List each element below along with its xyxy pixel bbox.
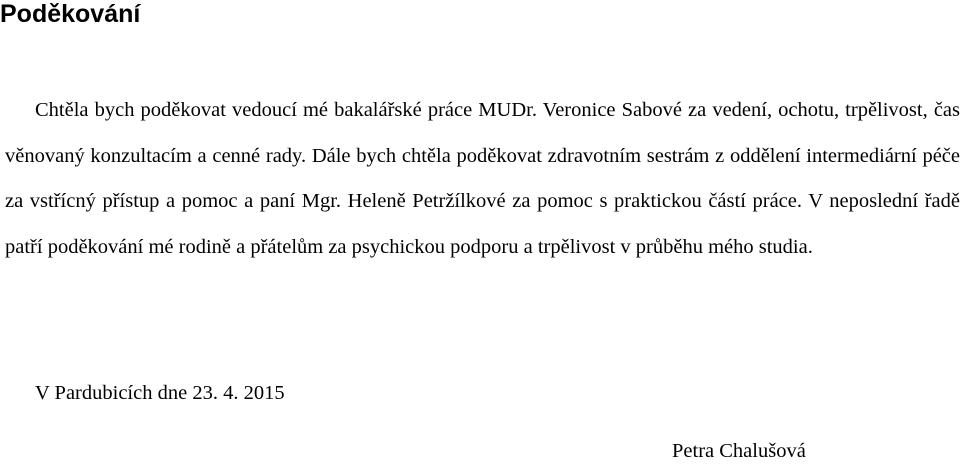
acknowledgement-paragraph: Chtěla bych poděkovat vedoucí mé bakalářské práce MUDr. Veronice Sabové za vedení, ochotu, trpělivost, čas věnovaný konzultacím a cenné rady. Dále bych chtěla poděkovat zdravotním sestrám z oddělení intermediární péče za vstřícný přístup a pomoc a paní Mgr. Heleně Petržílkové za pomoc s praktickou částí práce. V neposlední řadě patří poděkování mé rodině a přátelům za psychickou podporu a trpělivost v průběhu mého studia. — [5, 99, 960, 258]
author-signature: Petra Chalušová — [672, 440, 806, 462]
page-title: Poděkování — [0, 0, 141, 28]
place-and-date: V Pardubicích dne 23. 4. 2015 — [35, 382, 285, 404]
